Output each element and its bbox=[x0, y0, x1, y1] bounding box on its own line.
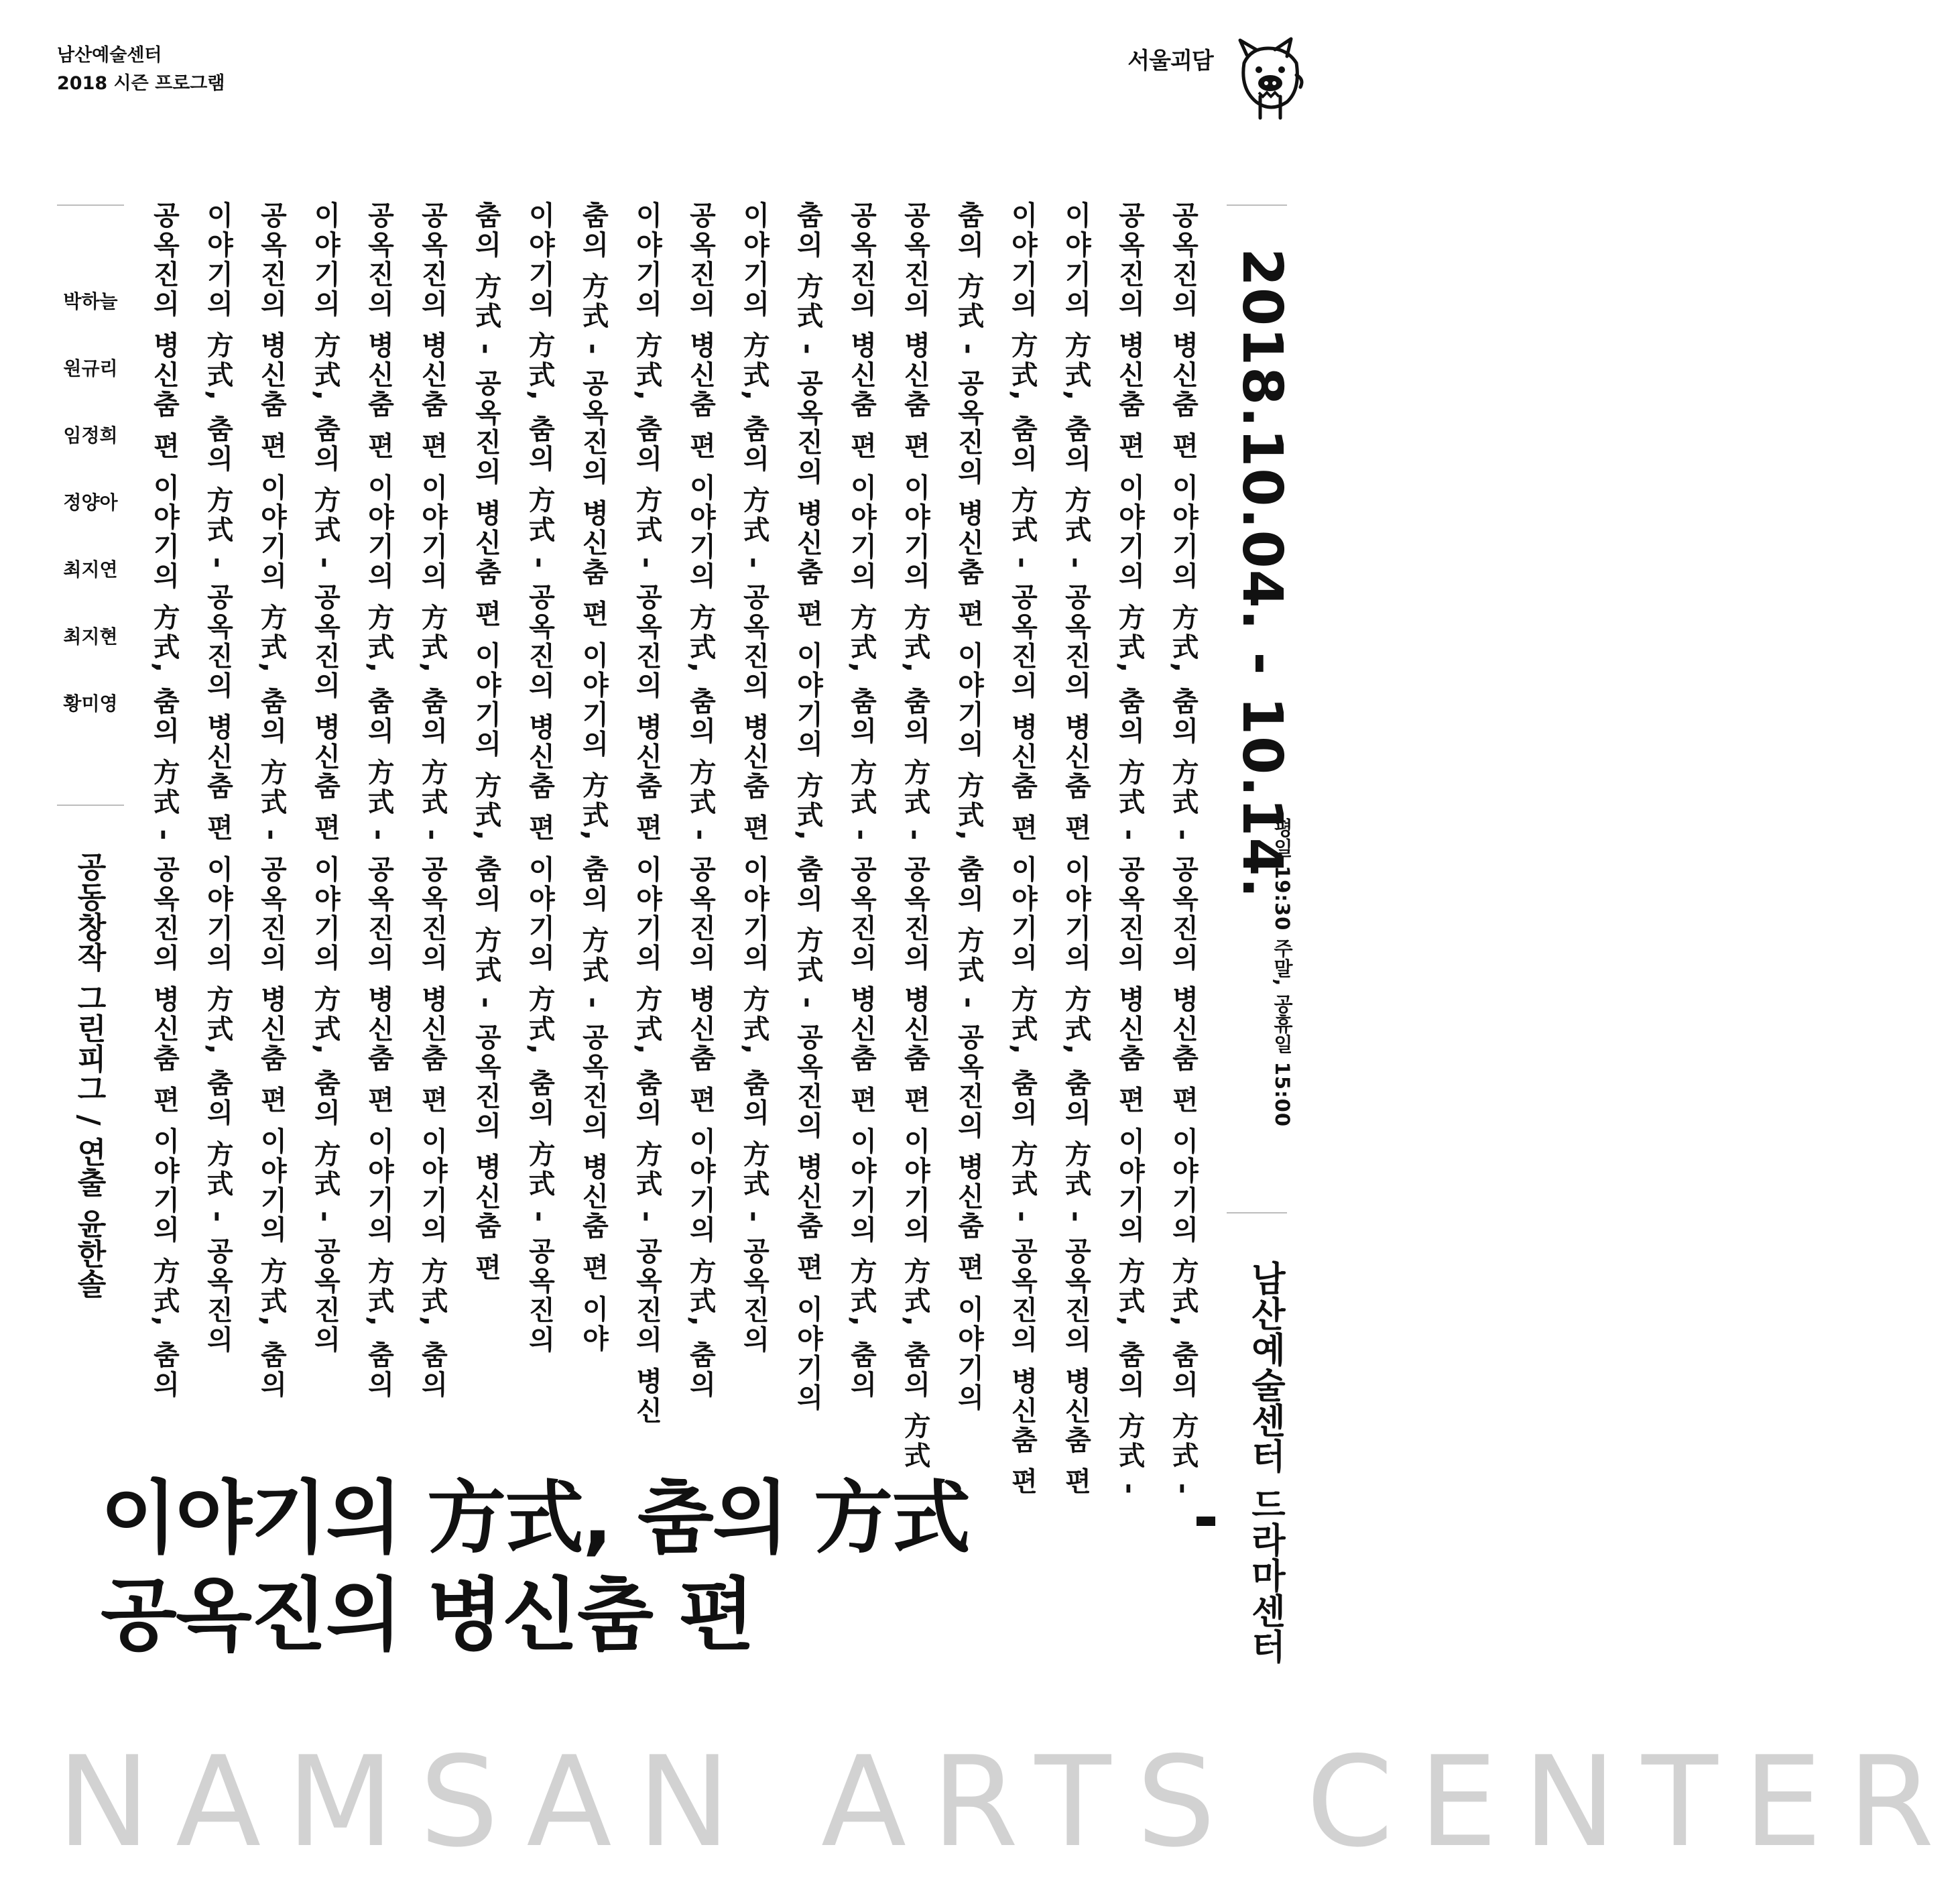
title-dash bbox=[1197, 1517, 1215, 1526]
divider-right-mid bbox=[1227, 1212, 1287, 1213]
pattern-column: 공옥진의 병신춤 편 이야기의 方式, 춤의 方式 - 공옥진의 병신춤 편 이야기의 方式, 춤의 bbox=[149, 201, 180, 1401]
troupe-logo bbox=[1113, 35, 1307, 122]
season-label: 2018 시즌 프로그램 bbox=[57, 72, 225, 94]
pattern-column: 춤의 方式 - 공옥진의 병신춤 편 이야기의 方式, 춤의 方式 - 공옥진의 병신춤 편 이야기의 bbox=[792, 201, 823, 1413]
performer-name: 정양아 bbox=[63, 491, 118, 514]
pattern-column: 춤의 方式 - 공옥진의 병신춤 편 이야기의 方式, 춤의 方式 - 공옥진의 병신춤 편 이야 bbox=[578, 201, 609, 1354]
pattern-column: 이야기의 方式, 춤의 方式 - 공옥진의 병신춤 편 이야기의 方式, 춤의 方式 - 공옥진의 병신춤 편 bbox=[1007, 201, 1038, 1497]
pattern-column: 공옥진의 병신춤 편 이야기의 方式, 춤의 方式 - 공옥진의 병신춤 편 이야기의 方式, 춤의 bbox=[685, 201, 716, 1401]
title-line-1: 이야기의 方式, 춤의 方式 bbox=[101, 1472, 969, 1564]
performer-name: 최지현 bbox=[63, 626, 118, 648]
performer-name: 임정희 bbox=[63, 424, 118, 447]
header-block bbox=[57, 42, 225, 98]
pattern-column: 공옥진의 병신춤 편 이야기의 方式, 춤의 方式 - 공옥진의 병신춤 편 이야기의 方式, 춤의 bbox=[417, 201, 448, 1401]
pattern-column: 공옥진의 병신춤 편 이야기의 方式, 춤의 方式 - 공옥진의 병신춤 편 이야기의 方式, 춤의 方式 - bbox=[1114, 201, 1145, 1497]
pattern-column: 공옥진의 병신춤 편 이야기의 方式, 춤의 方式 - 공옥진의 병신춤 편 이야기의 方式, 춤의 bbox=[363, 201, 394, 1401]
divider-right-top bbox=[1227, 204, 1287, 206]
logo-text: 서울괴담 bbox=[1127, 48, 1213, 74]
performer-name: 원규리 bbox=[63, 357, 118, 379]
divider-left-top bbox=[57, 204, 124, 206]
performer-name: 박하늘 bbox=[63, 290, 118, 312]
pig-icon bbox=[1233, 35, 1307, 122]
org-name: 남산예술센터 bbox=[57, 45, 162, 66]
show-times: 평일 19:30 주말, 공휴일 15:00 bbox=[1271, 818, 1294, 1128]
venue-name: 남산예술센터 드라마센터 bbox=[1245, 1260, 1285, 1665]
performer-list bbox=[47, 282, 134, 751]
title-line-2: 공옥진의 병신춤 편 bbox=[101, 1569, 754, 1661]
pattern-column: 공옥진의 병신춤 편 이야기의 方式, 춤의 方式 - 공옥진의 병신춤 편 이야기의 方式, 춤의 方式 bbox=[900, 201, 930, 1471]
pattern-column: 이야기의 方式, 춤의 方式 - 공옥진의 병신춤 편 이야기의 方式, 춤의 方式 - 공옥진의 병신춤 편 bbox=[1060, 201, 1091, 1497]
performer-name: 최지연 bbox=[63, 558, 118, 581]
text-pattern bbox=[149, 201, 1203, 1497]
pattern-column: 이야기의 方式, 춤의 方式 - 공옥진의 병신춤 편 이야기의 方式, 춤의 方式 - 공옥진의 병신 bbox=[631, 201, 662, 1426]
pattern-column: 이야기의 方式, 춤의 方式 - 공옥진의 병신춤 편 이야기의 方式, 춤의 方式 - 공옥진의 bbox=[310, 201, 341, 1355]
date-range: 2018.10.04. - 10.14. bbox=[1230, 248, 1294, 900]
pattern-column: 춤의 方式 - 공옥진의 병신춤 편 이야기의 方式, 춤의 方式 - 공옥진의 병신춤 편 이야기의 bbox=[953, 201, 984, 1413]
pattern-column: 이야기의 方式, 춤의 方式 - 공옥진의 병신춤 편 이야기의 方式, 춤의 方式 - 공옥진의 bbox=[202, 201, 233, 1355]
pattern-column: 이야기의 方式, 춤의 方式 - 공옥진의 병신춤 편 이야기의 方式, 춤의 方式 - 공옥진의 bbox=[524, 201, 555, 1355]
pattern-column: 이야기의 方式, 춤의 方式 - 공옥진의 병신춤 편 이야기의 方式, 춤의 方式 - 공옥진의 bbox=[739, 201, 770, 1355]
pattern-column: 춤의 方式 - 공옥진의 병신춤 편 이야기의 方式, 춤의 方式 - 공옥진의 병신춤 편 bbox=[471, 201, 501, 1283]
pattern-column: 공옥진의 병신춤 편 이야기의 方式, 춤의 方式 - 공옥진의 병신춤 편 이야기의 方式, 춤의 bbox=[846, 201, 877, 1401]
divider-left-mid bbox=[57, 805, 124, 806]
footer-org-name: NAMSAN ARTS CENTER bbox=[57, 1729, 1960, 1875]
performer-name: 황미영 bbox=[63, 693, 118, 715]
pattern-column: 공옥진의 병신춤 편 이야기의 方式, 춤의 方式 - 공옥진의 병신춤 편 이야기의 方式, 춤의 方式 - bbox=[1168, 201, 1199, 1497]
pattern-column: 공옥진의 병신춤 편 이야기의 方式, 춤의 方式 - 공옥진의 병신춤 편 이야기의 方式, 춤의 bbox=[256, 201, 287, 1401]
credit-line: 공동창작 그린피그 / 연출 윤한솔 bbox=[72, 851, 106, 1299]
